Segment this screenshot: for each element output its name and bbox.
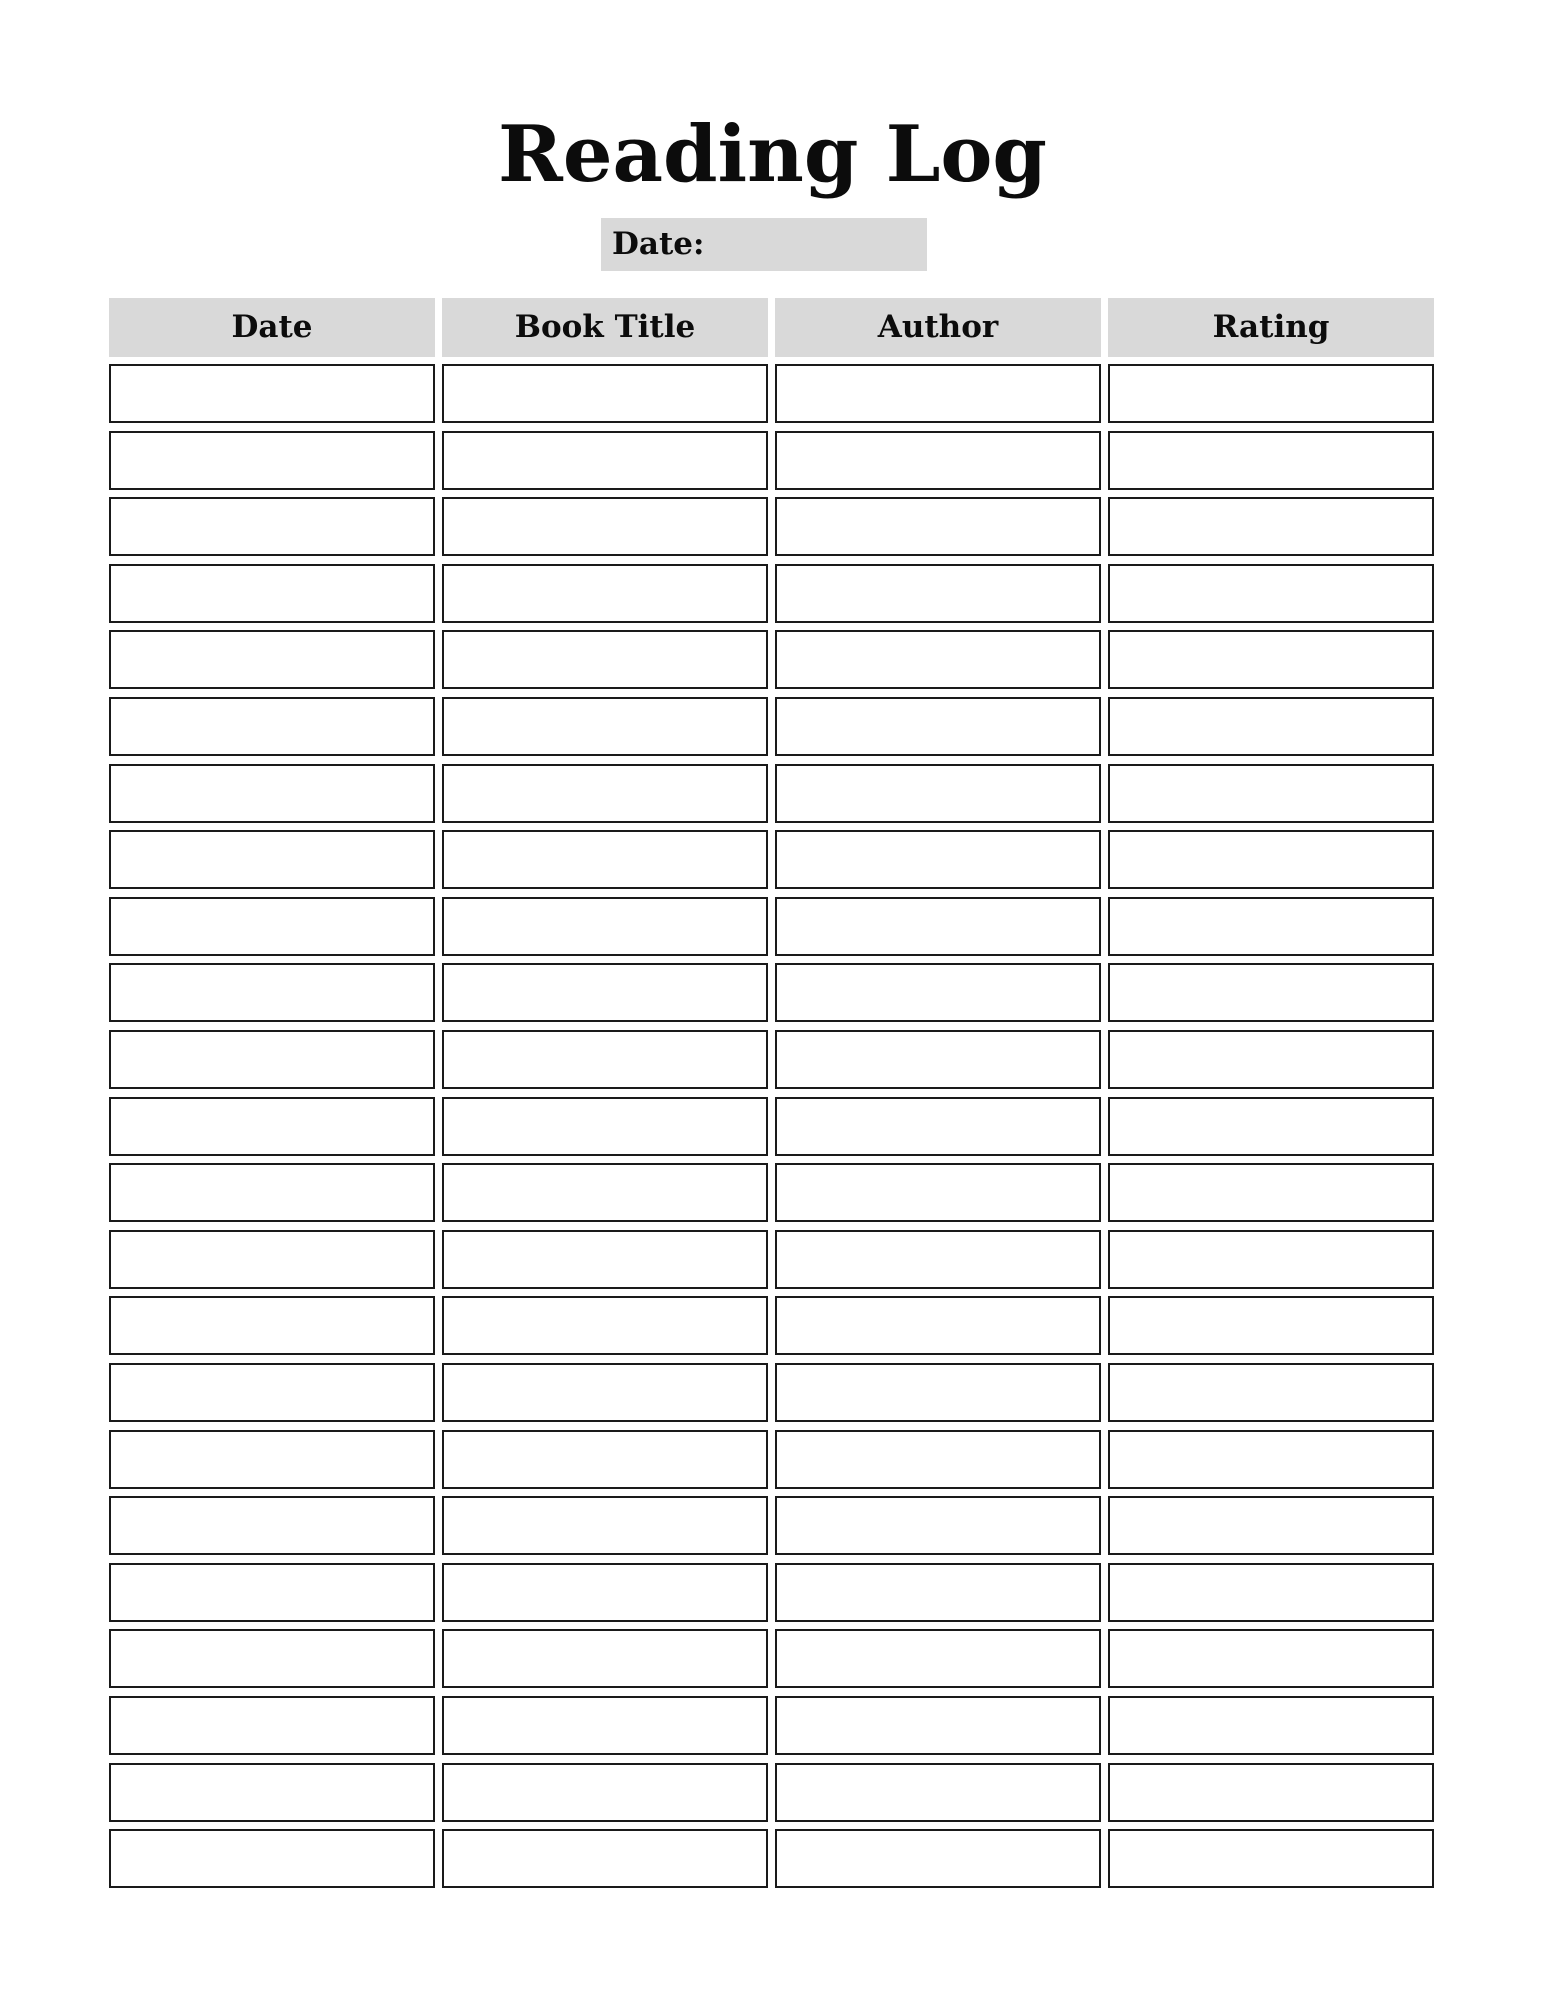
- cell-book-title[interactable]: [442, 564, 768, 623]
- cell-author[interactable]: [775, 897, 1101, 956]
- cell-author[interactable]: [775, 697, 1101, 756]
- cell-author[interactable]: [775, 497, 1101, 556]
- cell-rating[interactable]: [1108, 1563, 1434, 1622]
- cell-rating[interactable]: [1108, 1696, 1434, 1755]
- cell-rating[interactable]: [1108, 431, 1434, 490]
- column-header-book-title: Book Title: [442, 298, 768, 357]
- cell-date[interactable]: [109, 1696, 435, 1755]
- cell-author[interactable]: [775, 564, 1101, 623]
- cell-book-title[interactable]: [442, 1430, 768, 1489]
- cell-date[interactable]: [109, 1363, 435, 1422]
- cell-rating[interactable]: [1108, 564, 1434, 623]
- cell-book-title[interactable]: [442, 1763, 768, 1822]
- cell-author[interactable]: [775, 1696, 1101, 1755]
- cell-rating[interactable]: [1108, 1230, 1434, 1289]
- column-header-date: Date: [109, 298, 435, 357]
- cell-date[interactable]: [109, 830, 435, 889]
- cell-rating[interactable]: [1108, 1030, 1434, 1089]
- cell-author[interactable]: [775, 1829, 1101, 1888]
- cell-book-title[interactable]: [442, 1296, 768, 1355]
- cell-date[interactable]: [109, 764, 435, 823]
- cell-rating[interactable]: [1108, 1296, 1434, 1355]
- cell-date[interactable]: [109, 1763, 435, 1822]
- cell-book-title[interactable]: [442, 1097, 768, 1156]
- cell-author[interactable]: [775, 1230, 1101, 1289]
- cell-rating[interactable]: [1108, 1496, 1434, 1555]
- cell-author[interactable]: [775, 1163, 1101, 1222]
- cell-book-title[interactable]: [442, 1563, 768, 1622]
- cell-author[interactable]: [775, 830, 1101, 889]
- cell-author[interactable]: [775, 1030, 1101, 1089]
- cell-book-title[interactable]: [442, 830, 768, 889]
- cell-date[interactable]: [109, 1030, 435, 1089]
- cell-book-title[interactable]: [442, 1629, 768, 1688]
- cell-rating[interactable]: [1108, 963, 1434, 1022]
- cell-author[interactable]: [775, 1296, 1101, 1355]
- cell-date[interactable]: [109, 697, 435, 756]
- cell-book-title[interactable]: [442, 1363, 768, 1422]
- cell-date[interactable]: [109, 897, 435, 956]
- cell-rating[interactable]: [1108, 1430, 1434, 1489]
- cell-author[interactable]: [775, 1363, 1101, 1422]
- cell-date[interactable]: [109, 1230, 435, 1289]
- cell-author[interactable]: [775, 1097, 1101, 1156]
- cell-rating[interactable]: [1108, 364, 1434, 423]
- cell-date[interactable]: [109, 630, 435, 689]
- date-field-label: Date:: [612, 226, 705, 262]
- cell-rating[interactable]: [1108, 1763, 1434, 1822]
- cell-book-title[interactable]: [442, 1230, 768, 1289]
- cell-date[interactable]: [109, 1629, 435, 1688]
- cell-book-title[interactable]: [442, 697, 768, 756]
- cell-rating[interactable]: [1108, 630, 1434, 689]
- cell-date[interactable]: [109, 1829, 435, 1888]
- cell-book-title[interactable]: [442, 1696, 768, 1755]
- cell-author[interactable]: [775, 364, 1101, 423]
- page-title: Reading Log: [498, 109, 1047, 200]
- cell-author[interactable]: [775, 764, 1101, 823]
- cell-rating[interactable]: [1108, 497, 1434, 556]
- cell-book-title[interactable]: [442, 764, 768, 823]
- cell-book-title[interactable]: [442, 1163, 768, 1222]
- cell-book-title[interactable]: [442, 497, 768, 556]
- cell-book-title[interactable]: [442, 630, 768, 689]
- cell-author[interactable]: [775, 431, 1101, 490]
- cell-date[interactable]: [109, 364, 435, 423]
- cell-date[interactable]: [109, 431, 435, 490]
- cell-rating[interactable]: [1108, 830, 1434, 889]
- cell-rating[interactable]: [1108, 1829, 1434, 1888]
- cell-rating[interactable]: [1108, 697, 1434, 756]
- column-header-author: Author: [775, 298, 1101, 357]
- cell-author[interactable]: [775, 1496, 1101, 1555]
- cell-book-title[interactable]: [442, 364, 768, 423]
- cell-date[interactable]: [109, 1097, 435, 1156]
- cell-date[interactable]: [109, 1163, 435, 1222]
- cell-author[interactable]: [775, 1430, 1101, 1489]
- cell-author[interactable]: [775, 630, 1101, 689]
- cell-rating[interactable]: [1108, 1629, 1434, 1688]
- cell-author[interactable]: [775, 963, 1101, 1022]
- cell-rating[interactable]: [1108, 897, 1434, 956]
- cell-date[interactable]: [109, 1563, 435, 1622]
- cell-rating[interactable]: [1108, 1363, 1434, 1422]
- cell-rating[interactable]: [1108, 1097, 1434, 1156]
- cell-book-title[interactable]: [442, 1829, 768, 1888]
- cell-author[interactable]: [775, 1563, 1101, 1622]
- cell-book-title[interactable]: [442, 963, 768, 1022]
- date-field[interactable]: [601, 218, 927, 271]
- cell-book-title[interactable]: [442, 431, 768, 490]
- cell-date[interactable]: [109, 1496, 435, 1555]
- cell-book-title[interactable]: [442, 1030, 768, 1089]
- cell-date[interactable]: [109, 1296, 435, 1355]
- column-header-rating: Rating: [1108, 298, 1434, 357]
- cell-rating[interactable]: [1108, 1163, 1434, 1222]
- cell-date[interactable]: [109, 497, 435, 556]
- cell-date[interactable]: [109, 1430, 435, 1489]
- cell-author[interactable]: [775, 1629, 1101, 1688]
- cell-rating[interactable]: [1108, 764, 1434, 823]
- cell-book-title[interactable]: [442, 1496, 768, 1555]
- cell-date[interactable]: [109, 564, 435, 623]
- cell-date[interactable]: [109, 963, 435, 1022]
- cell-book-title[interactable]: [442, 897, 768, 956]
- cell-author[interactable]: [775, 1763, 1101, 1822]
